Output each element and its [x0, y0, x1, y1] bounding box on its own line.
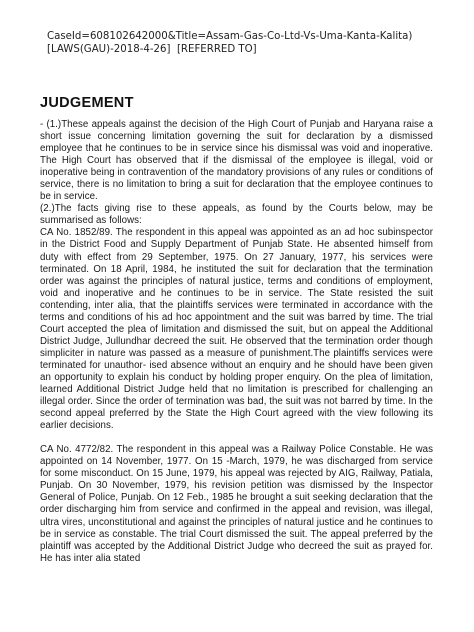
paragraph-4: CA No. 4772/82. The respondent in this appeal was a Railway Police Constable. He was appointed on 14 November, 1977. On 15 -March, 1979, he was discharged from service for some misconduct. On 15 June, 1979, his appeal was rejected by AIG, Railway, Patiala, Punjab. On 30 November, 1979, his revision petition was dismissed by the Inspector General of Police, Punjab. On 12 Feb., 1985 he brought a suit seeking declaration that the order discharging him from service and confirmed in the appeal and revision, was illegal, ultra vires, unconstitutional and against the principles of natural justice and he continues to be in service as constable. The trial Court dismissed the suit. The appeal preferred by the plaintiff was accepted by the Additional District Judge who decreed the suit as prayed for. He has inter alia stated	[40, 444, 433, 564]
judgement-body	[40, 119, 433, 565]
citation-line: [LAWS(GAU)-2018-4-26] [REFERRED TO]	[47, 44, 257, 55]
page-title: JUDGEMENT	[40, 95, 134, 111]
case-id-line: CaseId=608102642000&Title=Assam-Gas-Co-Ltd-Vs-Uma-Kanta-Kalita)	[47, 31, 413, 42]
paragraph-2: (2.)The facts giving rise to these appeals, as found by the Courts below, may be summarised as follows:	[40, 203, 433, 227]
case-header	[47, 30, 412, 56]
paragraph-3: CA No. 1852/89. The respondent in this appeal was appointed as an ad hoc subinspector in the District Food and Supply Department of Punjab State. He absented himself from duty with effect from 29 September, 1975. On 27 January, 1977, his services were terminated. On 18 April, 1984, he instituted the suit for declaration that the termination order was against the principles of natural justice, terms and conditions of employment, void and inoperative and he continues to be in service. The State resisted the suit contending, inter alia, that the plaintiffs services were terminated in accordance with the terms and conditions of his ad hoc appointment and the suit was barred by time. The trial Court accepted the plea of limitation and dismissed the suit, but on appeal the Additional District Judge, Jullundhar decreed the suit. He observed that the termination order though simpliciter in nature was passed as a measure of punishment.The plaintiffs services were terminated for unauthor- ised absence without an enquiry and he should have been given an opportunity to explain his conduct by holding proper enquiry. On the plea of limitation, learned Additional District Judge held that no limitation is prescribed for challenging an illegal order. Since the order of termination was bad, the suit was not barred by time. In the second appeal preferred by the State the High Court agreed with the view following its earlier decisions.	[40, 227, 433, 432]
paragraph-1: - (1.)These appeals against the decision of the High Court of Punjab and Haryana raise a short issue concerning limitation governing the suit for declaration by a dismissed employee that he continues to be in service since his dismissal was void and inoperative. The High Court has observed that if the dismissal of the employee is illegal, void or inoperative being in contravention of the mandatory provisions of any rules or conditions of service, there is no limitation to bring a suit for declaration that the employee continues to be in service.	[40, 119, 433, 203]
